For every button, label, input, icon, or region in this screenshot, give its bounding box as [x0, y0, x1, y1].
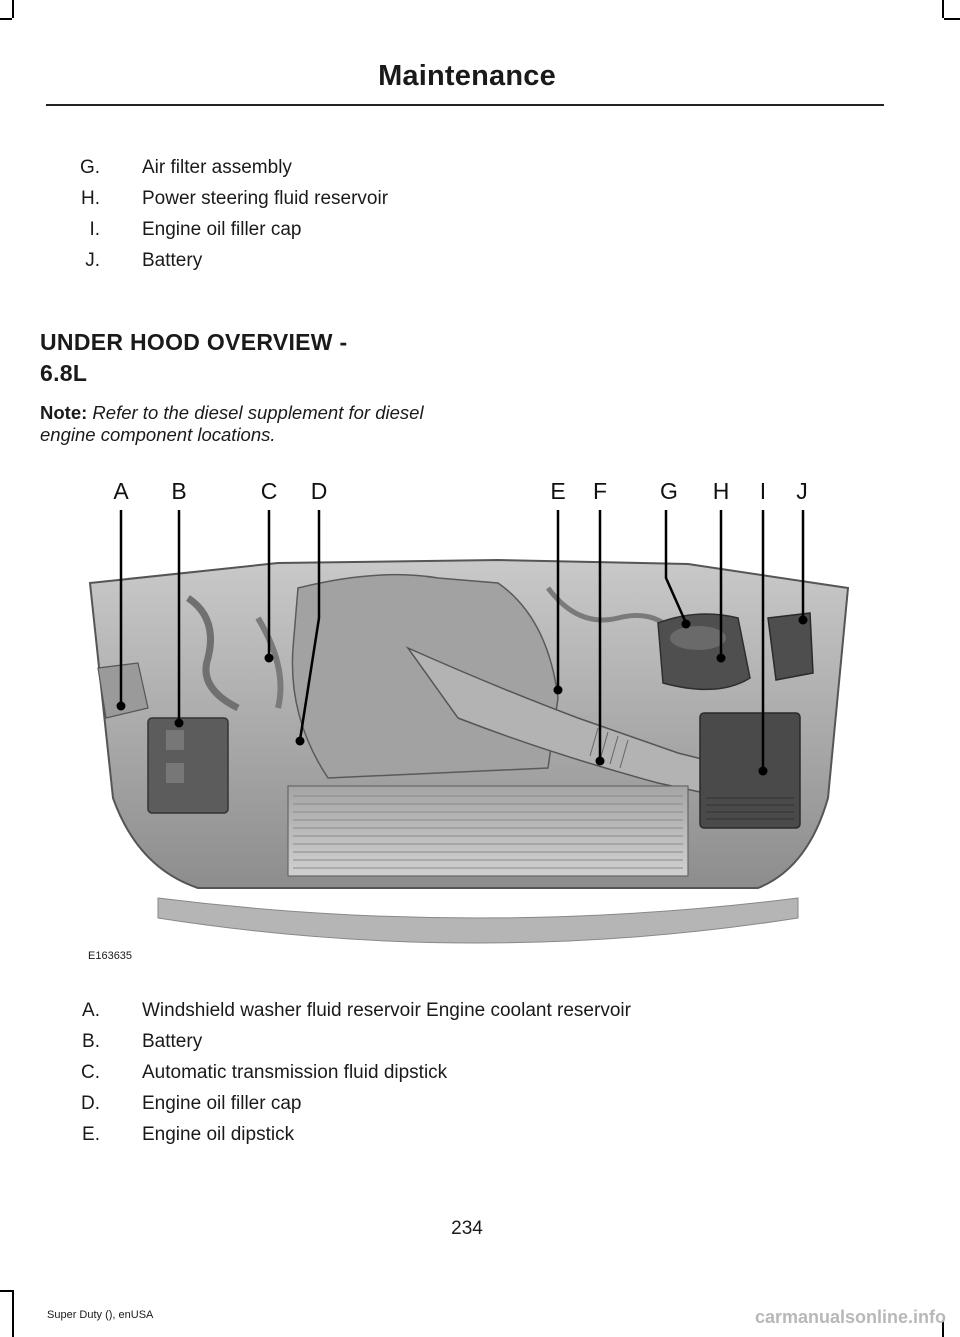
- list-item: [0, 156, 960, 180]
- list-item: [0, 1123, 960, 1147]
- engine-drawing: [78, 468, 878, 968]
- callout-label: B: [171, 478, 187, 504]
- crop-mark: [942, 0, 944, 18]
- note-text: Refer to the diesel supplement for diesel engine component locations.: [40, 402, 424, 445]
- callout-label: J: [796, 478, 808, 504]
- item-letter: E.: [82, 1124, 100, 1145]
- callout-label: C: [260, 478, 278, 504]
- note-label: Note:: [40, 402, 88, 423]
- watermark: carmanualsonline.info: [754, 1307, 946, 1327]
- item-letter: J.: [85, 250, 100, 271]
- callout-label: F: [592, 478, 608, 504]
- callout-label: E: [550, 478, 566, 504]
- item-text: Engine oil filler cap: [142, 1093, 302, 1114]
- item-text: Automatic transmission fluid dipstick: [142, 1062, 448, 1083]
- item-text: Power steering fluid reservoir: [142, 188, 389, 209]
- list-item: [0, 187, 960, 211]
- item-text: Air filter assembly: [142, 157, 292, 178]
- callout-label: D: [310, 478, 328, 504]
- section-heading-line: 6.8L: [40, 360, 88, 386]
- callout-label: I: [759, 478, 767, 504]
- crop-mark: [944, 18, 960, 20]
- item-letter: H.: [81, 188, 100, 209]
- list-item: [0, 1030, 960, 1054]
- section-heading-line: UNDER HOOD OVERVIEW -: [40, 329, 348, 355]
- item-letter: D.: [81, 1093, 100, 1114]
- item-letter: B.: [82, 1031, 100, 1052]
- list-item: [0, 1092, 960, 1116]
- callout-label: A: [113, 478, 129, 504]
- item-text: Battery: [142, 1031, 203, 1052]
- item-letter: G.: [79, 157, 100, 178]
- crop-mark: [12, 0, 14, 18]
- list-item: [0, 999, 960, 1023]
- section-heading: [40, 327, 460, 389]
- engine-illustration: [78, 468, 878, 968]
- item-text: Engine oil dipstick: [142, 1124, 295, 1145]
- list-item: [0, 249, 960, 273]
- item-letter: C.: [81, 1062, 100, 1083]
- callout-label: G: [660, 478, 678, 504]
- callout-label: H: [712, 478, 730, 504]
- footer-text: Super Duty (), enUSA: [47, 1309, 154, 1321]
- item-text: Battery: [142, 250, 203, 271]
- item-letter: I.: [89, 219, 100, 240]
- item-text: Engine oil filler cap: [142, 219, 302, 240]
- figure-code: E163635: [88, 950, 133, 962]
- crop-mark: [0, 1290, 12, 1292]
- item-text: Windshield washer fluid reservoir Engine coolant reservoir: [142, 1000, 631, 1021]
- page-number: 234: [451, 1218, 483, 1239]
- crop-mark: [0, 18, 12, 20]
- page-title: Maintenance: [378, 60, 556, 92]
- header-divider: [46, 104, 884, 106]
- note: [40, 402, 460, 446]
- list-item: [0, 1061, 960, 1085]
- list-item: [0, 218, 960, 242]
- crop-mark: [12, 1290, 14, 1337]
- item-letter: A.: [82, 1000, 100, 1021]
